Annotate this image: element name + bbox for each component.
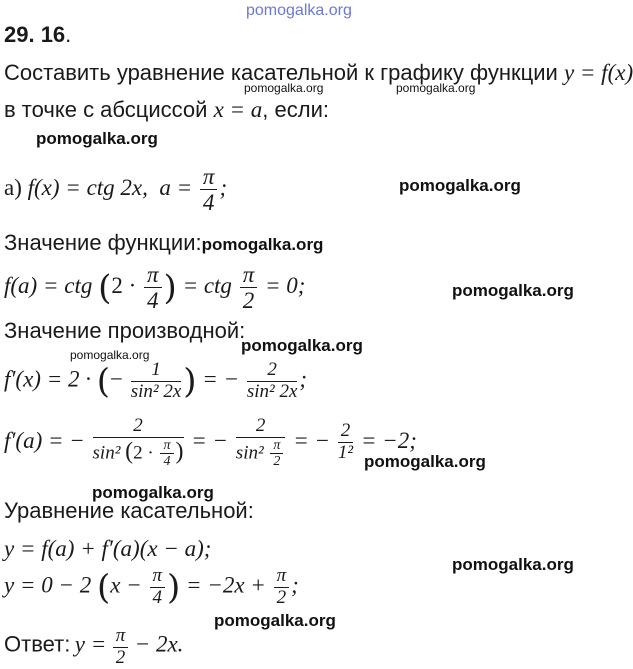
statement-tail: , если: bbox=[262, 97, 329, 122]
tangent-heading: Уравнение касательной: bbox=[4, 498, 254, 523]
watermark-5: pomogalka.org bbox=[241, 336, 363, 355]
answer-fraction bbox=[113, 626, 129, 669]
tangent2-lhs: y = 0 − 2 bbox=[4, 572, 92, 598]
deriv1-paren-open: ( bbox=[96, 361, 110, 402]
deriv2-den-num: π bbox=[160, 438, 173, 454]
derivative-heading: Значение производной: bbox=[4, 318, 246, 343]
value-mid: = ctg bbox=[182, 273, 232, 299]
tangent2-den-2: 2 bbox=[276, 586, 287, 608]
tangent2-num-2: π bbox=[274, 566, 290, 588]
deriv2-den-paren-close: ) bbox=[175, 438, 184, 465]
deriv2-den2-num: π bbox=[270, 438, 283, 454]
value-inner-fraction bbox=[144, 262, 162, 314]
value-mid-fraction bbox=[240, 262, 258, 314]
deriv2-den-paren-open: ( bbox=[125, 438, 134, 465]
statement-math-1: y = f(x) bbox=[563, 60, 633, 85]
watermark-small-2: pomogalka.org bbox=[396, 81, 476, 95]
deriv1-minus: − bbox=[109, 366, 123, 392]
value-inner-den: 4 bbox=[147, 288, 159, 314]
value-heading-text: Значение функции: bbox=[4, 230, 202, 255]
tangent2-fraction-2 bbox=[274, 566, 290, 609]
deriv1-end: ; bbox=[299, 366, 308, 392]
value-lhs: f(a) = ctg bbox=[4, 273, 93, 299]
deriv2-eq: = − bbox=[191, 428, 229, 454]
part-a-den: 4 bbox=[202, 190, 215, 216]
answer bbox=[4, 626, 183, 669]
deriv2-num-2: 2 bbox=[236, 416, 286, 438]
value-paren-open: ( bbox=[98, 267, 112, 308]
deriv2-den-fraction bbox=[160, 438, 173, 470]
deriv2-result: = −2; bbox=[360, 428, 417, 454]
part-a-num: π bbox=[200, 164, 218, 190]
value-result: = 0; bbox=[264, 273, 306, 299]
statement-text-1: Составить уравнение касательной к графику функции bbox=[4, 60, 558, 85]
value-mid-num: π bbox=[240, 262, 258, 288]
statement-text-2: в точке с абсциссой bbox=[4, 97, 208, 122]
deriv2-den-2 bbox=[236, 438, 286, 470]
deriv2-den2-fraction bbox=[270, 438, 283, 470]
answer-lhs: y = bbox=[74, 631, 107, 657]
deriv1-lhs: f′(x) = 2 · bbox=[4, 366, 91, 392]
deriv1-num: 1 bbox=[131, 360, 182, 382]
watermark-small-1: pomogalka.org bbox=[244, 81, 324, 95]
watermark-7: pomogalka.org bbox=[92, 483, 214, 502]
tangent2-paren-open: ( bbox=[97, 567, 111, 608]
deriv2-fraction-3 bbox=[338, 421, 354, 464]
tangent2-eq: = −2x + bbox=[186, 572, 266, 598]
watermark-2: pomogalka.org bbox=[399, 176, 521, 195]
value-heading bbox=[4, 230, 323, 256]
deriv2-den-pre: sin² bbox=[92, 442, 121, 464]
deriv2-den2-den: 2 bbox=[273, 454, 281, 470]
tangent2-fraction bbox=[150, 566, 166, 609]
part-a-semicolon: ; bbox=[219, 175, 228, 201]
derivative-line-1 bbox=[4, 360, 307, 403]
problem-number bbox=[4, 22, 71, 48]
deriv2-den bbox=[93, 438, 184, 470]
part-label: а) bbox=[4, 175, 22, 201]
deriv2-num-3: 2 bbox=[338, 421, 354, 443]
deriv1-den: sin² 2x bbox=[130, 380, 182, 402]
deriv1-fraction bbox=[131, 360, 182, 403]
problem-number-value: 29. 16 bbox=[4, 22, 66, 47]
deriv2-fraction-2 bbox=[236, 416, 286, 470]
tangent-line-2 bbox=[4, 566, 299, 609]
tangent2-inner: x − bbox=[110, 572, 142, 598]
answer-num: π bbox=[113, 626, 129, 648]
value-paren-close: ) bbox=[163, 267, 177, 308]
answer-rest: − 2x. bbox=[134, 631, 184, 657]
watermark-small-3: pomogalka.org bbox=[70, 348, 150, 362]
tangent-line-1: y = f(a) + f′(a)(x − a); bbox=[4, 536, 212, 561]
deriv2-den-inner: 2 · bbox=[133, 442, 154, 464]
deriv1-den-2: sin² 2x bbox=[246, 380, 298, 402]
deriv1-eq: = − bbox=[202, 366, 240, 392]
statement-math-2: x = a bbox=[213, 97, 263, 122]
answer-label: Ответ: bbox=[4, 631, 71, 657]
watermark-1: pomogalka.org bbox=[36, 129, 158, 148]
deriv2-eq-2: = − bbox=[293, 428, 330, 454]
value-mid-den: 2 bbox=[242, 288, 255, 314]
watermark-4: pomogalka.org bbox=[452, 281, 574, 300]
watermark-6: pomogalka.org bbox=[364, 452, 486, 471]
watermark-top: pomogalka.org bbox=[246, 2, 352, 19]
watermark-9: pomogalka.org bbox=[214, 611, 336, 630]
deriv2-num: 2 bbox=[93, 416, 184, 438]
value-equation bbox=[4, 262, 305, 314]
deriv1-fraction-2 bbox=[247, 360, 298, 403]
deriv2-den-3: 1² bbox=[337, 442, 354, 464]
watermark-3: pomogalka.org bbox=[201, 235, 324, 254]
tangent2-end: ; bbox=[291, 572, 299, 598]
problem-number-dot: . bbox=[65, 22, 72, 47]
part-a-fraction bbox=[200, 164, 218, 216]
derivative-line-2 bbox=[4, 416, 417, 470]
deriv1-paren-close: ) bbox=[183, 361, 197, 402]
deriv1-num-2: 2 bbox=[247, 360, 298, 382]
value-inner-num: π bbox=[144, 262, 162, 288]
deriv2-den2-pre: sin² bbox=[235, 442, 264, 464]
tangent2-num: π bbox=[150, 566, 166, 588]
problem-statement-line2 bbox=[4, 97, 329, 123]
tangent2-paren-close: ) bbox=[167, 567, 181, 608]
part-a-eq: a = bbox=[159, 175, 193, 201]
value-inner: 2 · bbox=[111, 273, 137, 299]
deriv2-den-den: 4 bbox=[163, 454, 171, 470]
deriv2-fraction bbox=[93, 416, 184, 470]
part-a bbox=[4, 164, 227, 216]
watermark-8: pomogalka.org bbox=[452, 555, 574, 574]
answer-den: 2 bbox=[115, 646, 126, 668]
deriv2-lhs: f′(a) = − bbox=[4, 428, 85, 454]
part-function: f(x) = ctg 2x, bbox=[27, 175, 148, 201]
tangent2-den: 4 bbox=[152, 586, 163, 608]
